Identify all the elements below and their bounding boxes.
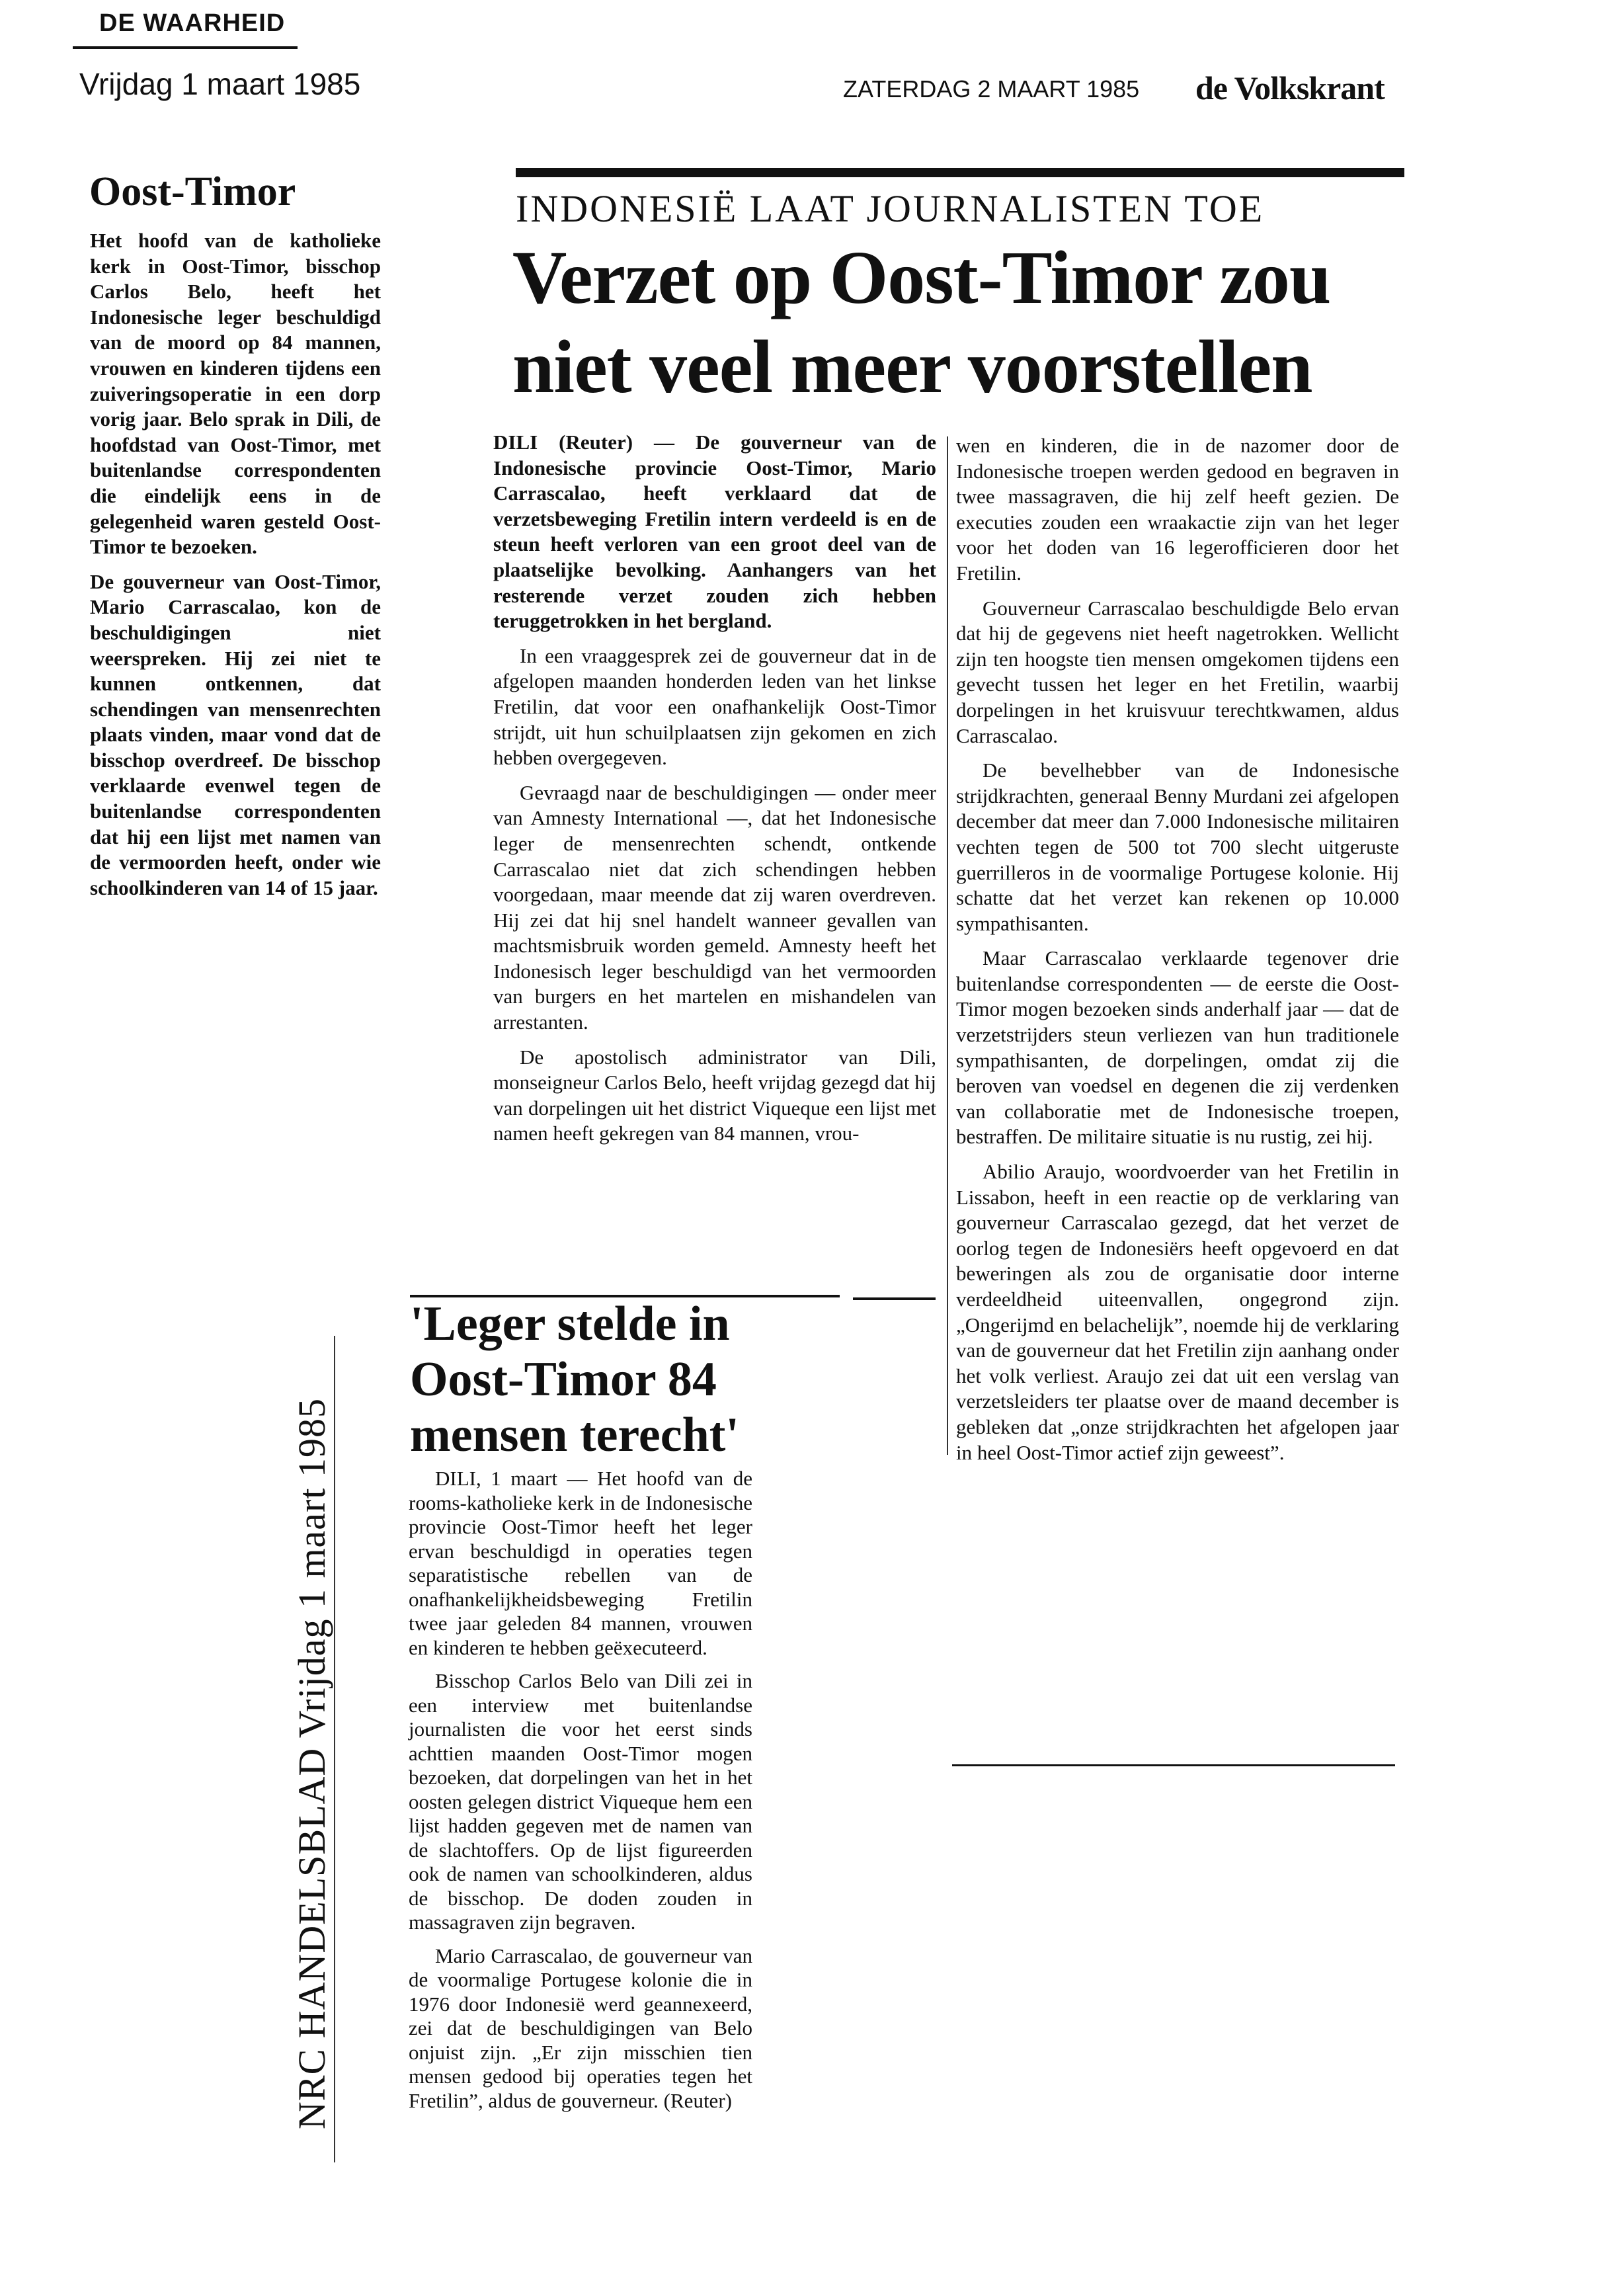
nrc-paragraph: DILI, 1 maart — Het hoofd van de rooms-katholieke kerk in de Indonesische provincie Oost-Timor heeft het leger ervan beschuldigd in operaties tegen separatistische rebellen van de onafhankelijkheidsbeweging Fretilin twee jaar geleden 84 mannen, vrouwen en kinderen te hebben geëxecuteerd.	[409, 1467, 752, 1659]
volkskrant-paragraph: Maar Carrascalao verklaarde tegenover drie buitenlandse correspondenten — de eerste die Oost-Timor mogen bezoeken sinds anderhalf jaar — dat de verzetstrijders steun verliezen van hun traditionele sympathisanten, de dorpelingen, omdat zij die beroven van voedsel en degenen die zij verdenken van collaboratie met de Indonesische troepen, bestraffen. De militaire situatie is nu rustig, zei hij.	[956, 946, 1399, 1149]
volkskrant-end-rule	[952, 1764, 1395, 1766]
volkskrant-column-divider	[947, 436, 948, 1455]
nrc-headline-line3: mensen terecht'	[410, 1408, 739, 1462]
volkskrant-paragraph: Abilio Araujo, woordvoerder van het Fretilin in Lissabon, heeft in een reactie op de verklaring van gouverneur Carrascalao gezegd, dat het verzet de oorlog tegen de Indonesiërs heeft opgevoerd en dat beweringen als zou de organisatie door interne verdeeldheid uiteenvallen, ongegrond zijn. „Ongerijmd en belachelijk”, noemde hij de verklaring van de gouverneur dat het Fretilin zijn aanhang onder het volk verliest. Araujo zei dat uit een verslag van verzetsleiders ter plaatse over de maand december is gebleken dat „onze strijdkrachten het afgelopen jaar in heel Oost-Timor actief zijn geweest”.	[956, 1160, 1399, 1464]
volkskrant-dateline: ZATERDAG 2 MAART 1985	[843, 75, 1140, 102]
nrc-paragraph: Mario Carrascalao, de gouverneur van de voormalige Portugese kolonie die in 1976 door Indonesië werd geannexeerd, zei dat de beschuldigingen van Belo onjuist zijn. „Er zijn misschien tien mensen gedood bij operaties tegen het Fretilin”, aldus de gouverneur. (Reuter)	[409, 1944, 752, 2112]
nrc-article-body	[409, 1467, 752, 2122]
volkskrant-top-rule	[516, 168, 1404, 177]
nrc-headline-line1: 'Leger stelde in	[410, 1297, 730, 1351]
left-article-body	[90, 228, 381, 910]
volkskrant-lead-paragraph: DILI (Reuter) — De gouverneur van de Indonesische provincie Oost-Timor, Mario Carrascalao, heeft verklaard dat de verzetsbeweging Fretilin intern verdeeld is en de steun heeft verloren van een groot deel van de plaatselijke bevolking. Aanhangers van het resterende verzet zouden zich hebben teruggetrokken in het bergland.	[493, 430, 936, 633]
nrc-side-label-text: NRC HANDELSBLAD Vrijdag 1 maart 1985	[290, 1398, 333, 2129]
volkskrant-paragraph: wen en kinderen, die in de nazomer door de Indonesische troepen werden gedood en begraven in twee massagraven, die hij zelf heeft gezien. De executies zouden een wraakactie zijn van het leger voor het doden van 16 legerofficieren door het Fretilin.	[956, 434, 1399, 585]
nrc-headline	[410, 1296, 739, 1463]
volkskrant-headline-line1: Verzet op Oost-Timor zou	[512, 235, 1331, 319]
volkskrant-column-1	[493, 430, 936, 1156]
volkskrant-paragraph: In een vraaggesprek zei de gouverneur dat in de afgelopen maanden honderden leden van het linkse Fretilin, dat voor een onafhankelijk Oost-Timor strijdt, uit hun schuilplaatsen zijn gekomen en zich hebben overgegeven.	[493, 643, 936, 770]
clip-date-left: Vrijdag 1 maart 1985	[79, 67, 361, 101]
left-article-paragraph: Het hoofd van de katholieke kerk in Oost-Timor, bisschop Carlos Belo, heeft het Indonesische leger beschuldigd van de moord op 84 mannen, vrouwen en kinderen tijdens een zuiveringsoperatie in een dorp vorig jaar. Belo sprak in Dili, de hoofdstad van Oost-Timor, met buitenlandse correspondenten die eindelijk eens in de gelegenheid waren gesteld Oost-Timor te bezoeken.	[90, 229, 381, 559]
source-label-de-waarheid: DE WAARHEID	[99, 9, 286, 37]
source-label-underline	[73, 46, 298, 49]
nrc-headline-line2: Oost-Timor 84	[410, 1352, 717, 1407]
volkskrant-headline-line2: niet veel meer voorstellen	[512, 325, 1312, 409]
left-article-paragraph: De gouverneur van Oost-Timor, Mario Carrascalao, kon de beschuldigingen niet weerspreken. Hij zei niet te kunnen ontkennen, dat schendingen van mensenrechten plaats vinden, maar vond dat de bisschop overdreef. De bisschop verklaarde evenwel tegen de buitenlandse correspondenten dat hij een lijst met namen van de vermoorden heeft, onder wie schoolkinderen van 14 of 15 jaar.	[90, 569, 381, 899]
nrc-side-divider	[334, 1336, 335, 2162]
volkskrant-paragraph: Gouverneur Carrascalao beschuldigde Belo ervan dat hij de gegevens niet heeft nagetrokken. Wellicht zijn ten hoogste tien mensen omgekomen tijdens een gevecht tussen het leger en het Fretilin, waarbij dorpelingen in het kruisvuur terechtkwamen, aldus Carrascalao.	[956, 596, 1399, 747]
volkskrant-kicker: INDONESIË LAAT JOURNALISTEN TOE	[516, 187, 1265, 230]
left-article-title: Oost-Timor	[89, 169, 296, 214]
volkskrant-paragraph: Gevraagd naar de beschuldigingen — onder meer van Amnesty International —, dat het Indonesische leger de mensenrechten schendt, ontkende Carrascalao niet dat zich schendingen hebben voorgedaan, maar meende dat zij waren overdreven. Hij zei dat hij snel handelt wanneer gevallen van machtsmisbruik worden gemeld. Amnesty heeft het Indonesisch leger beschuldigd van het vermoorden van burgers en het martelen en mishandelen van arrestanten.	[493, 780, 936, 1034]
volkskrant-column-2	[956, 433, 1399, 1475]
volkskrant-paragraph: De bevelhebber van de Indonesische strijdkrachten, generaal Benny Murdani zei afgelopen december dat meer dan 7.000 Indonesische militairen vechten tegen de 500 tot 700 slecht uitgeruste guerrilleros in de voormalige Portugese kolonie. Hij schatte dat het verzet kan rekenen op 10.000 sympathisanten.	[956, 758, 1399, 935]
nrc-paragraph: Bisschop Carlos Belo van Dili zei in een interview met buitenlandse journalisten die voor het eerst sinds achttien maanden Oost-Timor mogen bezoeken, dat dorpelingen van het in het oosten gelegen district Viqueque hem een lijst hadden gegeven met de namen van de slachtoffers. Op de lijst figureerden ook de namen van schoolkinderen, aldus de bisschop. De doden zouden in massagraven zijn begraven.	[409, 1669, 752, 1934]
volkskrant-masthead: de Volkskrant	[1195, 69, 1385, 106]
volkskrant-col1-end-rule	[853, 1297, 936, 1300]
volkskrant-paragraph: De apostolisch administrator van Dili, monseigneur Carlos Belo, heeft vrijdag gezegd dat hij van dorpelingen uit het district Viqueque een lijst met namen heeft gekregen van 84 mannen, vrou-	[493, 1045, 936, 1145]
